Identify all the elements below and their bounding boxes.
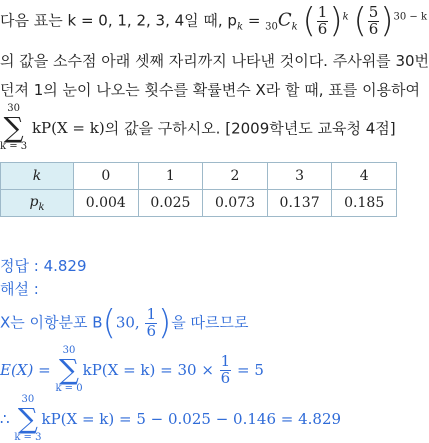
sigma-symbol: ∑ — [17, 402, 38, 435]
table-header-k: k — [1, 163, 74, 190]
table-cell: 0.004 — [74, 190, 139, 217]
line1-text: 다음 표는 k = 0, 1, 2, 3, 4일 때, p — [0, 11, 237, 30]
s1-fraction — [145, 304, 157, 340]
table-header-pk — [1, 190, 74, 217]
s2-fraction — [220, 351, 232, 387]
table-cell: 0.025 — [138, 190, 203, 217]
exp-k: k — [342, 11, 349, 23]
sigma-upper: 30 — [62, 345, 76, 356]
sum-expression: kP(X = k) — [31, 119, 105, 137]
s1-paren-close: ) — [158, 303, 172, 343]
table-cell: 0.073 — [203, 190, 268, 217]
s2-lhs: E(X) = — [0, 361, 56, 379]
pk-main: p — [29, 193, 39, 210]
problem-tail: 의 값을 구하시오. [2009학년도 교육청 4점] — [104, 119, 396, 138]
sigma-symbol: ∑ — [3, 111, 24, 144]
table-cell: 4 — [332, 163, 397, 190]
sigma-s3 — [14, 395, 41, 443]
sigma-symbol: ∑ — [59, 353, 80, 386]
s1-args: 30, — [115, 313, 145, 332]
sigma-upper: 30 — [21, 394, 35, 405]
s1-paren-open: ( — [102, 303, 116, 343]
sigma-lower: k = 3 — [14, 432, 42, 443]
paren-open-1: ( — [302, 1, 316, 41]
table-cell: 3 — [267, 163, 332, 190]
problem-line-1 — [0, 1, 428, 41]
equals-sign: = — [247, 11, 266, 30]
comb-c: C — [277, 9, 292, 31]
answer-line: 정답 : 4.829 — [0, 257, 87, 275]
s3-rest: kP(X = k) = 5 − 0.025 − 0.146 = 4.829 — [41, 410, 342, 428]
table-cell: 0 — [74, 163, 139, 190]
table-cell: 0.185 — [332, 190, 397, 217]
table-cell: 2 — [203, 163, 268, 190]
paren-close-1: ) — [329, 1, 343, 41]
s2-frac-num: 1 — [220, 351, 231, 370]
table-cell: 0.137 — [267, 190, 332, 217]
paren-close-2: ) — [380, 1, 394, 41]
s2-end: = 5 — [232, 361, 264, 379]
fraction-1-6 — [317, 2, 329, 38]
problem-line-2: 의 값을 소수점 아래 셋째 자리까지 나타낸 것이다. 주사위를 30번 — [0, 52, 429, 70]
table-row — [1, 163, 397, 190]
sigma-problem — [0, 104, 27, 152]
therefore-symbol: ∴ — [0, 410, 15, 428]
probability-table — [0, 162, 397, 217]
table-row — [1, 190, 397, 217]
fraction-5-6 — [368, 2, 380, 38]
sigma-s2 — [55, 346, 82, 394]
comb-n: 30 — [265, 21, 278, 33]
solution-line-2 — [0, 346, 264, 394]
s1-frac-den: 6 — [146, 321, 156, 340]
s1-post: 을 따르므로 — [171, 313, 249, 332]
pk-subscript: k — [236, 21, 244, 33]
pk-sub: k — [38, 201, 45, 213]
frac1-den: 6 — [317, 19, 328, 38]
solution-line-3 — [0, 395, 341, 443]
s1-pre: X는 이항분포 B — [0, 313, 103, 332]
sigma-lower: k = 3 — [0, 141, 28, 152]
solution-line-1 — [0, 303, 249, 343]
s2-frac-den: 6 — [220, 368, 231, 387]
problem-line-3: 던져 1의 눈이 나오는 횟수를 확률변수 X라 할 때, 표를 이용하여 — [0, 81, 421, 99]
table-cell: 1 — [138, 163, 203, 190]
comb-k: k — [291, 21, 298, 33]
s1-frac-num: 1 — [146, 304, 156, 323]
frac2-num: 5 — [368, 2, 379, 21]
explain-label: 해설 : — [0, 280, 39, 298]
problem-line-4 — [0, 104, 396, 152]
paren-open-2: ( — [353, 1, 367, 41]
sigma-upper: 30 — [7, 103, 20, 114]
sigma-lower: k = 0 — [55, 383, 83, 394]
s2-mid: kP(X = k) = 30 × — [82, 361, 219, 379]
exp-30-minus-k: 30 − k — [393, 11, 428, 23]
frac2-den: 6 — [368, 19, 379, 38]
frac1-num: 1 — [317, 2, 328, 21]
